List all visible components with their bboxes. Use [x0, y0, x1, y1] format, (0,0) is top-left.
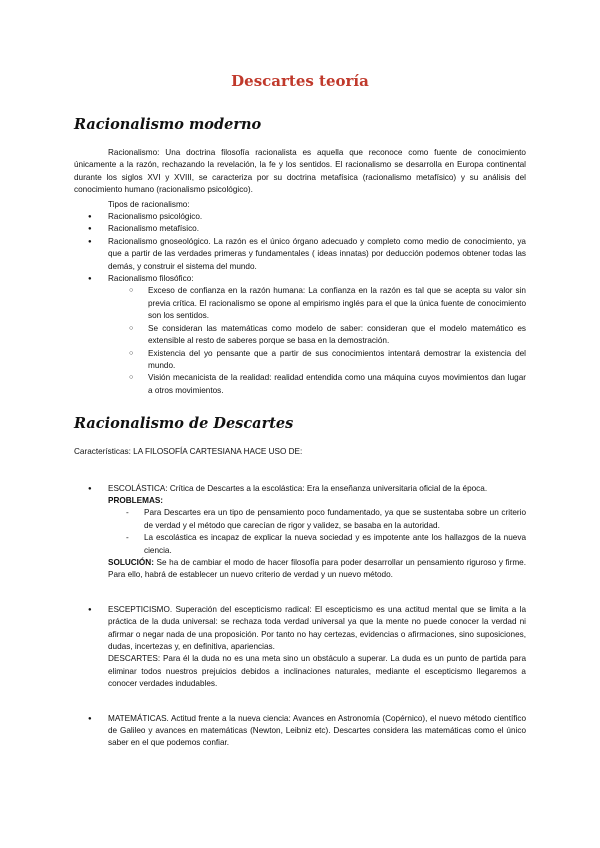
- solution-label: SOLUCIÓN:: [108, 557, 154, 567]
- section-heading-racionalismo-moderno: Racionalismo moderno: [74, 116, 262, 133]
- escolastica-lead: ESCOLÁSTICA:: [108, 483, 168, 493]
- problems-label-text: PROBLEMAS:: [108, 495, 164, 505]
- matematicas-text: Actitud frente a la nueva ciencia: Avances en Astronomía (Copérnico), el nuevo método científico de Galileo y avances en matemáticas (Newton, Leibniz etc). Descartes considera las matemáticas como el único saber en el que podemos confiar.: [108, 713, 526, 748]
- solution-paragraph: [74, 557, 526, 582]
- section-heading-racionalismo-descartes: Racionalismo de Descartes: [74, 415, 294, 433]
- matematicas-item: [74, 713, 526, 750]
- escolastica-section: [74, 483, 526, 582]
- list-item: ● Racionalismo psicológico.: [74, 211, 526, 223]
- racionalismo-definition: Racionalismo: Una doctrina filosofía racionalista es aquella que reconoce como fuente de conocimiento únicamente a la razón, rechazando la revelación, la fe y los sentidos. El racionalismo se desarrolla en Europa continental durante los siglos XVI y XVIII, se caracteriza por su doctrina metafísica (racionalismo metafísico) y su análisis del conocimiento humano (racionalismo psicológico).: [74, 148, 526, 195]
- matematicas-section: [74, 713, 526, 750]
- descartes-label: DESCARTES:: [108, 654, 161, 664]
- escolastica-text: Crítica de Descartes a la escolástica: Era la enseñanza universitaria oficial de la época.: [169, 483, 488, 493]
- escepticismo-section: [74, 604, 526, 691]
- bullet-icon: ●: [88, 606, 92, 613]
- problems-list: [74, 507, 526, 557]
- list-item: ○ Visión mecanicista de la realidad: realidad entendida como una máquina cuyos movimientos dan lugar a otros movimientos.: [74, 372, 526, 397]
- page-title: Descartes teoría: [231, 72, 369, 90]
- list-item: - La escolástica es incapaz de explicar la nueva sociedad y es impotente ante los hallazgos de la nueva ciencia.: [74, 532, 526, 557]
- list-item: ○ Exceso de confianza en la razón humana: La confianza en la razón es tal que se acepta su valor sin previa crítica. El racionalismo se opone al empirismo inglés para el que la única fuente de conocimiento son los sentidos.: [74, 285, 526, 322]
- descartes-text: Para él la duda no es una meta sino un obstáculo a superar. La duda es un punto de partida para eliminar todos nuestros prejuicios debidos a inclinaciones naturales, mediante el escepticismo llegaremos a conocer verdades indudables.: [108, 654, 526, 689]
- bullet-icon: ●: [88, 485, 92, 492]
- escepticismo-text: Superación del escepticismo radical: El escepticismo es una actitud mental que se limita a la práctica de la duda universal: se rechaza toda verdad universal ya que la mente no puede conocer la verdad ni afirmar o negar nada de una proposición. Por tanto no hay certezas, evidencias o afirmaciones, sino suposiciones, dudas, incertezas y, en definitiva, apariencias.: [108, 604, 526, 651]
- escepticismo-lead: ESCEPTICISMO.: [108, 604, 173, 614]
- list-item: ● Racionalismo metafísico.: [74, 223, 526, 235]
- solution-text: Se ha de cambiar el modo de hacer filosofía para poder desarrollar un pensamiento riguroso y firme. Para ello, habrá de establecer un nuevo criterio de verdad y un nuevo método.: [108, 557, 526, 580]
- problems-label: [74, 495, 526, 507]
- descartes-paragraph: [74, 653, 526, 690]
- types-label: Tipos de racionalismo:: [108, 199, 190, 209]
- characteristics-line: Características: LA FILOSOFÍA CARTESIANA HACE USO DE:: [74, 447, 303, 457]
- list-item: - Para Descartes era un tipo de pensamiento poco fundamentado, ya que se sustentaba sobre un criterio de verdad y el método que carecían de rigor y validez, se basaba en la autoridad.: [74, 507, 526, 532]
- list-item: ● Racionalismo filosófico:: [74, 273, 526, 285]
- bullet-icon: ●: [88, 715, 92, 722]
- philosophical-points-list: [74, 285, 526, 397]
- escolastica-item: [74, 483, 526, 495]
- escepticismo-item: [74, 604, 526, 654]
- list-item: ● Racionalismo gnoseológico. La razón es el único órgano adecuado y completo como medio de conocimiento, ya que a partir de las verdades primeras y fundamentales ( ideas innatas) por deducción podemos obtener todas las demás, y construir el sistema del mundo.: [74, 236, 526, 273]
- matematicas-lead: MATEMÁTICAS.: [108, 713, 169, 723]
- types-list: [74, 211, 526, 285]
- list-item: ○ Se consideran las matemáticas como modelo de saber: consideran que el modelo matemático es extensible al resto de saberes porque se basa en la demostración.: [74, 323, 526, 348]
- list-item: ○ Existencia del yo pensante que a partir de sus conocimientos intentará demostrar la existencia del mundo.: [74, 348, 526, 373]
